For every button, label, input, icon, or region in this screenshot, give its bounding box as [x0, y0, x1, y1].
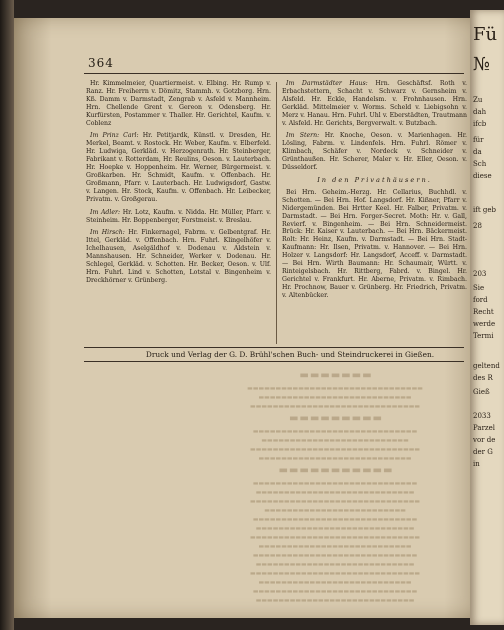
right-page-fragment: ifcb — [473, 120, 487, 128]
right-page — [470, 10, 504, 625]
section-heading-private-houses: In den Privathäusern. — [317, 175, 432, 184]
right-page-fragment: Gieß — [473, 388, 490, 396]
right-page-fragment: des R — [473, 374, 493, 382]
guest-entry: Im Hirsch: Hr. Finkernagel, Fabrm. v. Gelbentgraf. Hr. Ittel, Gerkläd. v. Offenbach. Hrn. Fuhrl. Klingelhöfer v. Ichelhausen, Aselgäldhof v. Dodenau v. Aldstein v. Mannshausen. Hr. Schneider, Werker v. Dodenau. Hr. Schlegel, Gerkläd. v. Schotten. Hr. Becker, Oeson. v. Ulf. Hrn. Fuhrl. Lind v. Schotten, Lotstal v. Bingenheim v. Dreckhörner v. Grünberg. — [86, 229, 272, 284]
guest-entry: Im Darmstädter Haus: Hrn. Geschäftsf. Roth v. Erbachstettern, Schacht v. Schwarz v. Gernsheim v. Alsfeld. Hr. Eckle, Handelsm. v. Frohnhausen. Hrn. Gerkläd. Mittelmeier v. Worms. Scheld v. Liebigsohn v. Merz v. Hanau. Hrn. Fuhrl. Uhl v. Eberstädten, Trautmann v. Alsfeld. Hr. Gerichts, Bergverwalt. v. Butzbach. — [282, 80, 468, 127]
right-page-fragment: vor de — [473, 436, 496, 444]
right-page-fragment: der G — [473, 448, 493, 456]
left-column — [86, 80, 271, 290]
right-page-fragment: Fü — [473, 24, 498, 45]
right-page-fragment: in — [473, 460, 480, 468]
right-page-fragment: für — [473, 136, 484, 144]
right-page-fragment: ford — [473, 296, 488, 304]
right-page-fragment: Sch — [473, 160, 487, 168]
book-spine — [0, 0, 14, 630]
right-page-fragment: dah — [473, 108, 487, 116]
right-page-fragment: geltend — [473, 362, 500, 370]
right-column — [282, 80, 467, 305]
right-page-fragment: 203 — [473, 270, 487, 278]
right-page-fragment: ift geb — [473, 206, 496, 214]
guest-entry: Hr. Kimmelmeier, Quartiermeist. v. Elbing. Hr. Rump v. Ranz. Hr. Freiherrn v. Dömitz, Stammh. v. Gotzborg. Hrn. Kß. Damm v. Darmstadt, Zengrab v. Asfeld v. Mannheim. Hrn. Chellende Grent v. Gereon v. Odensberg. Hr. Kurfürsten, Postammer v. Thaller. Hr. Gerichtel, Kaufm. v. Coblenz — [86, 80, 271, 127]
guest-entry: Im Stern: Hr. Knoche, Oeson. v. Marienhagen. Hr. Lösling, Fabrm. v. Lindenfels. Hrn. Fuhrl. Römer v. Klimbach, Schäfer v. Nordeck v. Schneider v. Grünthaußen. Hr. Scherer, Maler v. Hr. Eller, Oeson. v. Düsseldorf. — [282, 132, 468, 172]
show-through-text: ▬▬▬▬▬▬▬ ▬▬▬▬▬▬▬▬▬▬▬▬▬▬▬▬▬▬▬▬▬▬▬▬▬▬▬▬▬▬▬ ▬▬▬▬▬▬▬▬▬▬▬▬▬▬▬▬▬▬▬▬▬▬▬▬▬▬▬ ▬▬▬▬▬▬▬▬▬▬▬▬▬▬▬▬▬▬▬▬▬▬▬▬▬▬▬▬▬▬ ▬▬▬▬▬▬▬▬▬ ▬▬▬▬▬▬▬▬▬▬▬▬▬▬▬▬▬▬▬▬▬▬▬▬▬▬▬▬▬ ▬▬▬▬▬▬▬▬▬▬▬▬▬▬▬▬▬▬▬▬▬▬▬▬▬▬ ▬▬▬▬▬▬▬▬▬▬▬▬▬▬▬▬▬▬▬▬▬▬▬▬▬▬▬▬▬▬ ▬▬▬▬▬▬▬▬▬▬▬▬▬▬▬▬▬▬▬▬▬▬▬▬▬▬▬ ▬▬▬▬▬▬▬▬▬▬▬ ▬▬▬▬▬▬▬▬▬▬▬▬▬▬▬▬▬▬▬▬▬▬▬▬▬▬▬▬▬ ▬▬▬▬▬▬▬▬▬▬▬▬▬▬▬▬▬▬▬▬▬▬▬▬▬▬▬▬ ▬▬▬▬▬▬▬▬▬▬▬▬▬▬▬▬▬▬▬▬▬▬▬▬▬▬▬▬▬▬ ▬▬▬▬▬▬▬▬▬▬▬▬▬▬▬▬▬▬▬▬▬▬▬▬▬ ▬▬▬▬▬▬▬▬▬▬▬▬▬▬▬▬▬▬▬▬▬▬▬▬▬▬▬▬▬ ▬▬▬▬▬▬▬▬▬▬▬▬▬▬▬▬▬▬▬▬▬▬▬▬▬▬▬▬ ▬▬▬▬▬▬▬▬▬▬▬▬▬▬▬▬▬▬▬▬▬▬▬▬▬▬▬▬▬▬ ▬▬▬▬▬▬▬▬▬▬▬▬▬▬▬▬▬▬▬▬▬▬▬▬▬▬▬ ▬▬▬▬▬▬▬▬▬▬▬▬▬▬▬▬▬▬▬▬▬▬▬▬▬▬▬▬▬ ▬▬▬▬▬▬▬▬▬▬▬▬▬▬▬▬▬▬▬▬▬▬▬▬▬▬▬▬ ▬▬▬▬▬▬▬▬▬▬▬▬▬▬▬▬▬▬▬▬▬▬▬▬▬▬▬▬▬▬ ▬▬▬▬▬▬▬▬▬▬▬▬▬▬▬▬▬▬▬▬▬▬▬▬▬▬▬ ▬▬▬▬▬▬▬▬▬▬▬▬▬▬▬▬▬▬▬▬▬▬▬▬▬▬▬▬▬ ▬▬▬▬▬▬▬▬▬▬▬▬▬▬▬▬▬▬▬▬▬▬▬▬▬▬▬▬ — [247, 370, 423, 604]
right-page-fragment: diese — [473, 172, 492, 180]
right-page-fragment: № — [473, 54, 491, 75]
right-page-fragment: 28 — [473, 222, 482, 230]
imprint-rule-top — [84, 347, 464, 348]
right-page-fragment: Zu — [473, 96, 483, 104]
right-page-fragment: Recht — [473, 308, 494, 316]
guest-entry: Im Adler: Hr. Lotz, Kaufm. v. Nidda. Hr. Müller, Pfarr. v. Steinheim. Hr. Boppenberger, Forstmeist. v. Breslau. — [86, 208, 271, 224]
right-page-fragment: Parzel — [473, 424, 495, 432]
right-page-fragment: werde — [473, 320, 496, 328]
header-rule — [84, 73, 464, 74]
guest-entry: Im Prinz Carl: Hr. Petitjardk, Künstl. v. Dresden, Hr. Merkel, Beamt. v. Rostock. Hr. Weber, Kaufm. v. Elberfeld. Hr. Ludwiga, Gerkläd. v. Herzogenrath. Hr. Steinberger, Fabrikant v. Rotterdam, Hr. Reulins, Oeson. v. Lauterbach. Hr. Hoepke v. Hoppenheim. Hr. Werner, Bürgermeist. v. Großkarben. Hr. Schmidt, Kaufm. v. Offenbach. Hr. Großmann, Pfarr. v. Lauterbach. Hr. Ludwigsdorf, Gastw. v. Langen. Hr. Stock, Kaufm. v. Offenbach. Hr. Leibecker, Privatm. v. Großgerau. — [86, 132, 271, 203]
guest-entry: Bei Hrn. Geheim.-Herzg. Hr. Cellarius, Buchhdl. v. Schotten. — Bei Hrn. Hof. Langsdorf. Hr. Kißner, Pfarr v. Nidergemünden. Bei Hrtter Keel. Hr. Falber, Privatm. v. Darmstadt. — Bei Hrn. Forger-Secret. Moth: Hr. v. Gall, Revierf. v. Bingenheim. — Bei Hrn. Schneidermeist. Brück: Hr. Kaiser v. Lauterbach. — Bei Hrn. Bäckermeist. Rolt: Hr. Heinz, Kaufm. v. Darmstadt. — Bei Hrn. Stadt-Kaufmann: Hr. Ilsen, Privatm. v. Hannover. — Bei Hrn. Holzer v. Langsdorf: Hr. Langsdorf, Acceff. v. Darmstadt. — Bei Hrn. Wirth Baumann: Hr. Schaumair, Württ. v. Rinteigelsbach. Hr. Rittberg, Fabrd. v. Bingel. Hr. Gerichtel v. Frankfurt. Hr. Aberne, Privatm. v. Rimbach. Hr. Prochnow, Bauer v. Grünberg. Hr. Friedrich, Privatm. v. Altenbücker. — [282, 188, 467, 299]
right-page-fragment: 2033 — [473, 412, 491, 420]
printer-imprint: Druck und Verlag der G. D. Brühl'schen Buch- und Steindruckerei in Gießen. — [145, 350, 435, 359]
right-page-fragment: Sie — [473, 284, 485, 292]
page-number: 364 — [88, 56, 114, 70]
right-page-fragment: Termi — [473, 332, 494, 340]
imprint-rule-bottom — [84, 361, 464, 362]
column-divider — [276, 82, 277, 344]
right-page-fragment: da — [473, 148, 482, 156]
